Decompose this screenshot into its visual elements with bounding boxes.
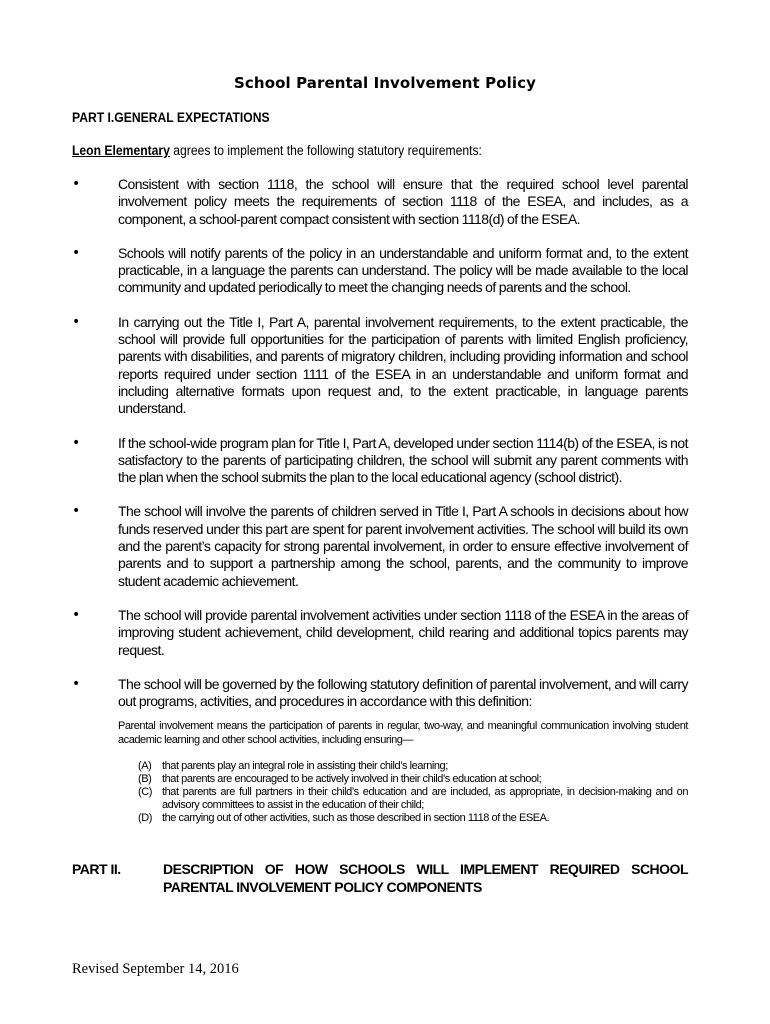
- bullet-icon: •: [72, 176, 81, 192]
- bullet-icon: •: [72, 313, 81, 330]
- list-item: [72, 176, 688, 228]
- definition-item: [138, 812, 688, 825]
- intro-text: agrees to implement the following statutory requirements:: [169, 143, 482, 158]
- definition-item-label: (B): [138, 772, 152, 785]
- list-item-text: The school will provide parental involvement activities under section 1118 of the ESEA in the areas of improving student achievement, child development, child rearing and additional topics parents may request.: [118, 606, 688, 658]
- list-item: [72, 676, 688, 825]
- part1-heading: PART I.GENERAL EXPECTATIONS: [72, 110, 270, 125]
- definition-item-label: (A): [138, 759, 152, 772]
- definition-list: [138, 760, 688, 825]
- definition-item-text: that parents play an integral role in assisting their child’s learning;: [162, 759, 448, 772]
- definition-item-text: the carrying out of other activities, such as those described in section 1118 of the ESEA.: [162, 811, 550, 824]
- list-item-text: The school will be governed by the following statutory definition of parental involvement, and will carry out programs, activities, and procedures in accordance with this definition:: [118, 675, 688, 710]
- definition-item-label: (D): [138, 811, 152, 824]
- part2-number: PART II.: [72, 861, 121, 877]
- list-item-text: The school will involve the parents of children served in Title I, Part A schools in decisions about how funds reserved under this part are spent for parent involvement activities. The school will build its own and the parent’s capacity for strong parental involvement, in order to ensure effective involvement of parents and to support a partnership among the school, parents, and the community to improve student academic achievement.: [118, 503, 688, 589]
- definition-item-label: (C): [138, 785, 152, 798]
- bullet-icon: •: [72, 606, 81, 623]
- list-item-text: If the school-wide program plan for Title I, Part A, developed under section 1114(b) of the ESEA, is not satisfactory to the parents of participating children, the school will submit any parent comments with the plan when the school submits the plan to the local educational agency (school district).: [118, 434, 688, 486]
- list-item: [72, 503, 688, 589]
- definition-item: [138, 760, 688, 773]
- revision-footer: Revised September 14, 2016: [72, 961, 239, 977]
- bullet-icon: •: [72, 503, 81, 520]
- definition-item: [138, 786, 688, 812]
- definition-paragraph: Parental involvement means the participation of parents in regular, two-way, and meaningful communication involving student academic learning and other school activities, including ensuring—: [118, 720, 688, 747]
- bullet-icon: •: [72, 244, 81, 261]
- definition-item-text: that parents are encouraged to be actively involved in their child’s education at school;: [162, 772, 542, 785]
- definition-item: [138, 773, 688, 786]
- part2-heading: DESCRIPTION OF HOW SCHOOLS WILL IMPLEMENT REQUIRED SCHOOL PARENTAL INVOLVEMENT POLICY COMPONENTS: [163, 861, 688, 895]
- page-title: School Parental Involvement Policy: [234, 74, 536, 92]
- intro-paragraph: [72, 143, 482, 158]
- school-name: Leon Elementary: [72, 143, 170, 158]
- list-item-text: Schools will notify parents of the policy in an understandable and uniform format and, to the extent practicable, in a language the parents can understand. The policy will be made available to the local community and updated periodically to meet the changing needs of parents and the school.: [118, 244, 688, 296]
- list-item: [72, 607, 688, 659]
- list-item: [72, 435, 688, 487]
- list-item-text: In carrying out the Title I, Part A, parental involvement requirements, to the extent practicable, the school will provide full opportunities for the participation of parents with limited English proficiency, parents with disabilities, and parents of migratory children, including providing information and school reports required under section 1111 of the ESEA in an understandable and uniform format and including alternative formats upon request and, to the extent practicable, in language parents understand.: [118, 313, 688, 417]
- list-item-text: Consistent with section 1118, the school will ensure that the required school level parental involvement policy meets the requirements of section 1118 of the ESEA, and includes, as a component, a school-parent compact consistent with section 1118(d) of the ESEA.: [118, 176, 688, 227]
- bullet-icon: •: [72, 675, 81, 692]
- requirements-list: [72, 176, 688, 842]
- list-item: [72, 314, 688, 418]
- part2-section-heading: [72, 860, 688, 896]
- definition-item-text: that parents are full partners in their child’s education and are included, as appropriate, in decision-making and on advisory committees to assist in the education of their child;: [162, 785, 688, 811]
- bullet-icon: •: [72, 434, 81, 451]
- list-item: [72, 245, 688, 297]
